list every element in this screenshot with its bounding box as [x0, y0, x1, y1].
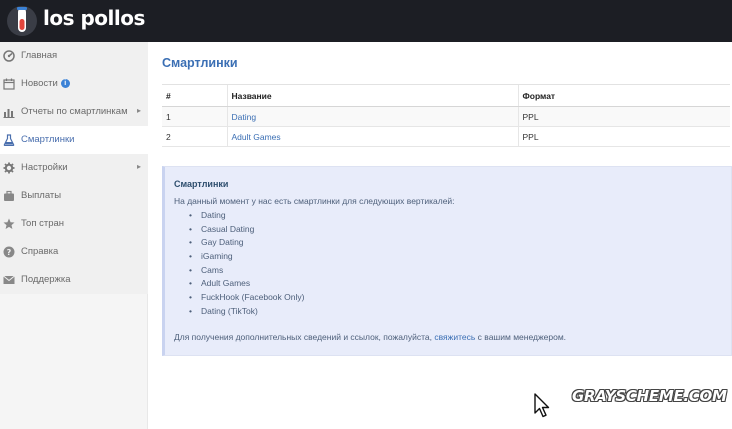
logo-text[interactable]: los pollos: [43, 6, 145, 30]
gear-icon: [3, 162, 15, 174]
smartlink-name-link[interactable]: Dating: [231, 111, 257, 122]
column-header-format: Формат: [518, 85, 730, 107]
contact-manager-link[interactable]: свяжитесь: [434, 332, 476, 342]
chevron-right-icon: ▸: [137, 106, 142, 115]
sidebar-item-label: Отчеты по смартлинкам: [21, 106, 128, 117]
svg-text:?: ?: [6, 248, 12, 257]
row-format: PPL: [518, 127, 730, 147]
sidebar-item-label: Новости: [21, 78, 58, 89]
envelope-icon: [3, 274, 15, 286]
column-header-name: Название: [227, 85, 518, 107]
row-format: PPL: [518, 107, 730, 127]
sidebar-item-label: Выплаты: [21, 190, 62, 201]
smartlinks-info-box: [162, 166, 732, 356]
list-item: • Gay Dating: [189, 236, 304, 250]
list-item: • iGaming: [189, 250, 304, 264]
table-header-row: [162, 85, 730, 107]
info-box-footer: [174, 332, 566, 342]
top-bar: [0, 0, 732, 42]
list-item: • Cams: [189, 264, 304, 278]
sidebar-item-payouts[interactable]: [0, 182, 148, 210]
sidebar-item-home[interactable]: [0, 42, 148, 70]
calendar-icon: [3, 78, 15, 90]
column-header-number: #: [162, 85, 227, 107]
sidebar-item-support[interactable]: [0, 266, 148, 294]
table-row: [162, 107, 730, 127]
sidebar-item-label: Главная: [21, 50, 58, 61]
bar-chart-icon: [3, 106, 15, 118]
row-name-cell: [227, 107, 518, 127]
watermark: GRAYSCHEME.COM: [572, 387, 727, 405]
chevron-right-icon: ▸: [137, 162, 142, 171]
star-icon: [3, 218, 15, 230]
sidebar-item-label: Поддержка: [21, 274, 71, 285]
sidebar-item-news-label-wrap: [21, 78, 70, 89]
footer-text-before: Для получения дополнительных сведений и ссылок, пожалуйста,: [174, 332, 435, 342]
sidebar-item-label: Топ стран: [21, 218, 65, 229]
row-name-cell: [227, 127, 518, 147]
info-box-intro: На данный момент у нас есть смартлинки для следующих вертикалей:: [174, 196, 455, 206]
list-item: • Dating (TikTok): [189, 305, 304, 319]
footer-text-after: с вашим менеджером.: [475, 332, 567, 342]
sidebar-item-smartlink-reports[interactable]: [0, 98, 148, 126]
sidebar-item-settings[interactable]: [0, 154, 148, 182]
sidebar-item-label: Настройки: [21, 162, 68, 173]
list-item: • Adult Games: [189, 277, 304, 291]
sidebar-item-label: Справка: [21, 246, 59, 257]
info-box-title: Смартлинки: [174, 179, 229, 189]
smartlinks-table: [162, 84, 730, 147]
sidebar-item-top-countries[interactable]: [0, 210, 148, 238]
sidebar-menu: [0, 42, 148, 294]
verticals-list: [189, 209, 304, 319]
sidebar: [0, 42, 148, 429]
question-icon: [3, 246, 15, 258]
row-number: 2: [162, 127, 227, 147]
list-item: • Casual Dating: [189, 223, 304, 237]
sidebar-item-smartlinks[interactable]: [0, 126, 148, 154]
sidebar-item-news[interactable]: [0, 70, 148, 98]
sidebar-item-help[interactable]: [0, 238, 148, 266]
smartlink-name-link[interactable]: Adult Games: [231, 131, 281, 142]
list-item: • Dating: [189, 209, 304, 223]
test-tube-logo-icon[interactable]: [6, 4, 38, 38]
briefcase-icon: [3, 190, 15, 202]
row-number: 1: [162, 107, 227, 127]
sidebar-item-label: Смартлинки: [21, 134, 75, 145]
list-item: • FuckHook (Facebook Only): [189, 291, 304, 305]
mouse-pointer-icon: [533, 393, 551, 419]
flask-icon: [3, 134, 15, 146]
table-row: [162, 127, 730, 147]
page-title: Смартлинки: [162, 56, 238, 70]
info-icon: i: [61, 79, 70, 88]
dashboard-icon: [3, 50, 15, 62]
